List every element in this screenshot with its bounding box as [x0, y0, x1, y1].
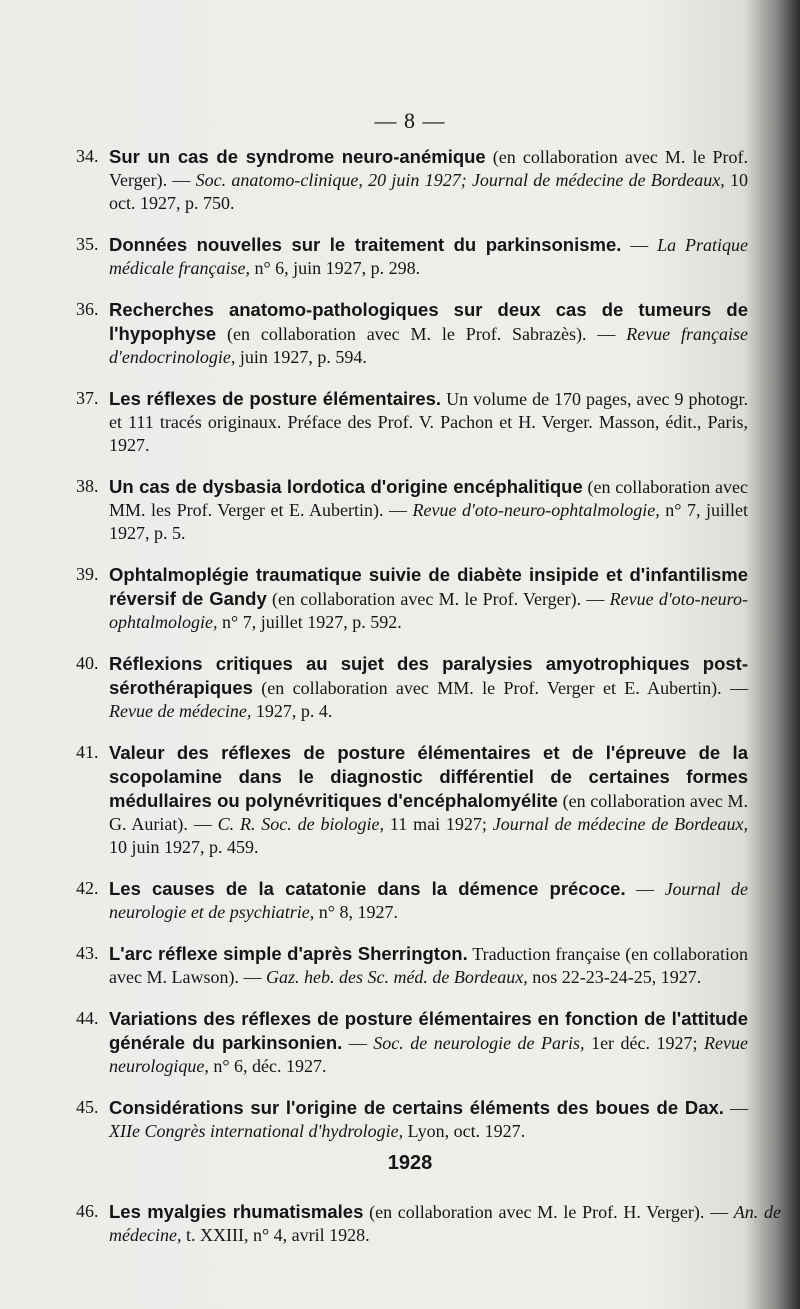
- entry-reference: 1er déc. 1927;: [584, 1033, 705, 1053]
- entry-reference-2: n° 6, déc. 1927.: [208, 1056, 327, 1076]
- entry-number: 37.: [76, 388, 99, 408]
- entry-title: Considérations sur l'origine de certains éléments des boues de Dax.: [109, 1097, 724, 1118]
- entry-title: Recherches anatomo-pathologiques sur deux cas de tumeurs de l'hypophyse: [109, 299, 748, 344]
- entry-number: 43.: [76, 943, 99, 963]
- entry-title: Les causes de la catatonie dans la démence précoce.: [109, 878, 626, 899]
- entry-source: Gaz. heb. des Sc. méd. de Bordeaux,: [265, 967, 528, 987]
- entry-source-2: Journal de médecine de Bordeaux,: [492, 814, 748, 834]
- entry-41: [76, 741, 748, 859]
- entry-source: C. R. Soc. de biologie,: [217, 814, 385, 834]
- entry-source: Journal de neurologie et de psychiatrie,: [109, 879, 749, 922]
- entry-reference: n° 8, 1927.: [314, 902, 398, 922]
- entry-title: Ophtalmoplégie traumatique suivie de diabète insipide et d'infantilisme réversif de Gandy: [109, 564, 748, 609]
- entry-details: (en collaboration avec M. le Prof. H. Verger). —: [363, 1202, 734, 1222]
- entry-source-2: Revue neurologique,: [109, 1033, 748, 1076]
- entry-reference: nos 22-23-24-25, 1927.: [527, 967, 702, 987]
- bibliography-list: [76, 145, 748, 1161]
- entry-title: Les myalgies rhumatismales: [109, 1201, 364, 1222]
- entry-title: L'arc réflexe simple d'après Sherrington.: [109, 943, 468, 964]
- entry-details: (en collaboration avec M. le Prof. Sabrazès). —: [216, 324, 627, 344]
- entry-40: [76, 652, 748, 723]
- entry-reference: Lyon, oct. 1927.: [403, 1121, 526, 1141]
- entry-46: [76, 1200, 781, 1247]
- entry-38: [76, 475, 748, 545]
- entry-source: Soc. anatomo-clinique, 20 juin 1927; Journal de médecine de Bordeaux,: [195, 170, 725, 190]
- entry-title: Réflexions critiques au sujet des paralysies amyotrophiques post-sérothérapiques: [109, 653, 748, 698]
- entry-source: Revue d'oto-neuro-ophtalmologie,: [109, 589, 748, 632]
- entry-43: [76, 942, 748, 989]
- entry-source: Revue de médecine,: [109, 701, 252, 721]
- entry-number: 39.: [76, 564, 99, 584]
- year-heading: 1928: [387, 1152, 433, 1174]
- entry-source: La Pratique médicale française,: [109, 235, 748, 278]
- entry-number: 42.: [76, 878, 99, 898]
- entry-source: XIIe Congrès international d'hydrologie,: [109, 1121, 404, 1141]
- entry-36: [76, 298, 748, 369]
- entry-details: (en collaboration avec M. le Prof. Verger). —: [109, 147, 749, 190]
- entry-title: Données nouvelles sur le traitement du parkinsonisme.: [109, 234, 622, 255]
- entry-35: [76, 233, 748, 280]
- entry-details: (en collaboration avec MM. le Prof. Verger et E. Aubertin). —: [252, 678, 748, 698]
- entry-title: Un cas de dysbasia lordotica d'origine encéphalitique: [109, 476, 583, 497]
- entry-reference: n° 7, juillet 1927, p. 5.: [109, 500, 748, 543]
- entry-44: [76, 1007, 748, 1078]
- entry-number: 41.: [76, 742, 99, 762]
- entry-details: (en collaboration avec MM. les Prof. Verger et E. Aubertin). —: [109, 477, 748, 520]
- entry-details: (en collaboration avec M. le Prof. Verger). —: [266, 589, 610, 609]
- entry-reference: 11 mai 1927;: [384, 814, 493, 834]
- entry-number: 45.: [76, 1097, 99, 1117]
- page-number: — 8 —: [374, 108, 446, 133]
- entry-source: An. de médecine,: [109, 1202, 781, 1245]
- entry-title: Variations des réflexes de posture élémentaires en fonction de l'attitude générale du parkinsonien.: [109, 1008, 748, 1053]
- entry-reference: 1927, p. 4.: [251, 701, 333, 721]
- entry-number: 44.: [76, 1008, 99, 1028]
- entry-reference: n° 7, juillet 1927, p. 592.: [217, 612, 402, 632]
- entry-reference: 10 oct. 1927, p. 750.: [109, 170, 749, 213]
- entry-details: —: [625, 879, 665, 899]
- entry-reference: t. XXIII, n° 4, avril 1928.: [181, 1225, 370, 1245]
- entry-details: Un volume de 170 pages, avec 9 photogr. et 111 tracés originaux. Préface des Prof. V. Pachon et H. Verger. Masson, édit., Paris, 1927.: [109, 389, 749, 455]
- entry-title: Valeur des réflexes de posture élémentaires et de l'épreuve de la scopolamine dans le diagnostic différentiel de certaines formes médullaires ou polynévritiques d'encéphalomyélite: [109, 742, 748, 811]
- entry-39: [76, 563, 748, 634]
- entry-details: —: [723, 1098, 749, 1118]
- entry-reference: juin 1927, p. 594.: [235, 347, 367, 367]
- entry-number: 35.: [76, 234, 99, 254]
- entry-number: 38.: [76, 476, 99, 496]
- entry-42: [76, 877, 748, 924]
- entry-source: Revue d'oto-neuro-ophtalmologie,: [412, 500, 660, 520]
- entry-number: 40.: [76, 653, 99, 673]
- entry-reference: n° 6, juin 1927, p. 298.: [249, 258, 421, 278]
- entry-source: Soc. de neurologie de Paris,: [373, 1033, 585, 1053]
- entry-34: [76, 145, 748, 215]
- entry-number: 36.: [76, 299, 99, 319]
- entry-number: 46.: [76, 1201, 99, 1221]
- entry-details: —: [621, 235, 658, 255]
- entry-details: (en collaboration avec M. G. Auriat). —: [109, 791, 749, 834]
- entry-details: Traduction française (en collaboration avec M. Lawson). —: [109, 944, 748, 987]
- entry-title: Sur un cas de syndrome neuro-anémique: [109, 146, 486, 167]
- entry-reference-2: 10 juin 1927, p. 459.: [109, 837, 259, 857]
- entry-title: Les réflexes de posture élémentaires.: [109, 388, 442, 409]
- entry-number: 34.: [76, 146, 99, 166]
- entry-45: [76, 1096, 748, 1143]
- entry-details: —: [342, 1033, 374, 1053]
- entry-37: [76, 387, 748, 457]
- entry-source: Revue française d'endocrinologie,: [109, 324, 749, 367]
